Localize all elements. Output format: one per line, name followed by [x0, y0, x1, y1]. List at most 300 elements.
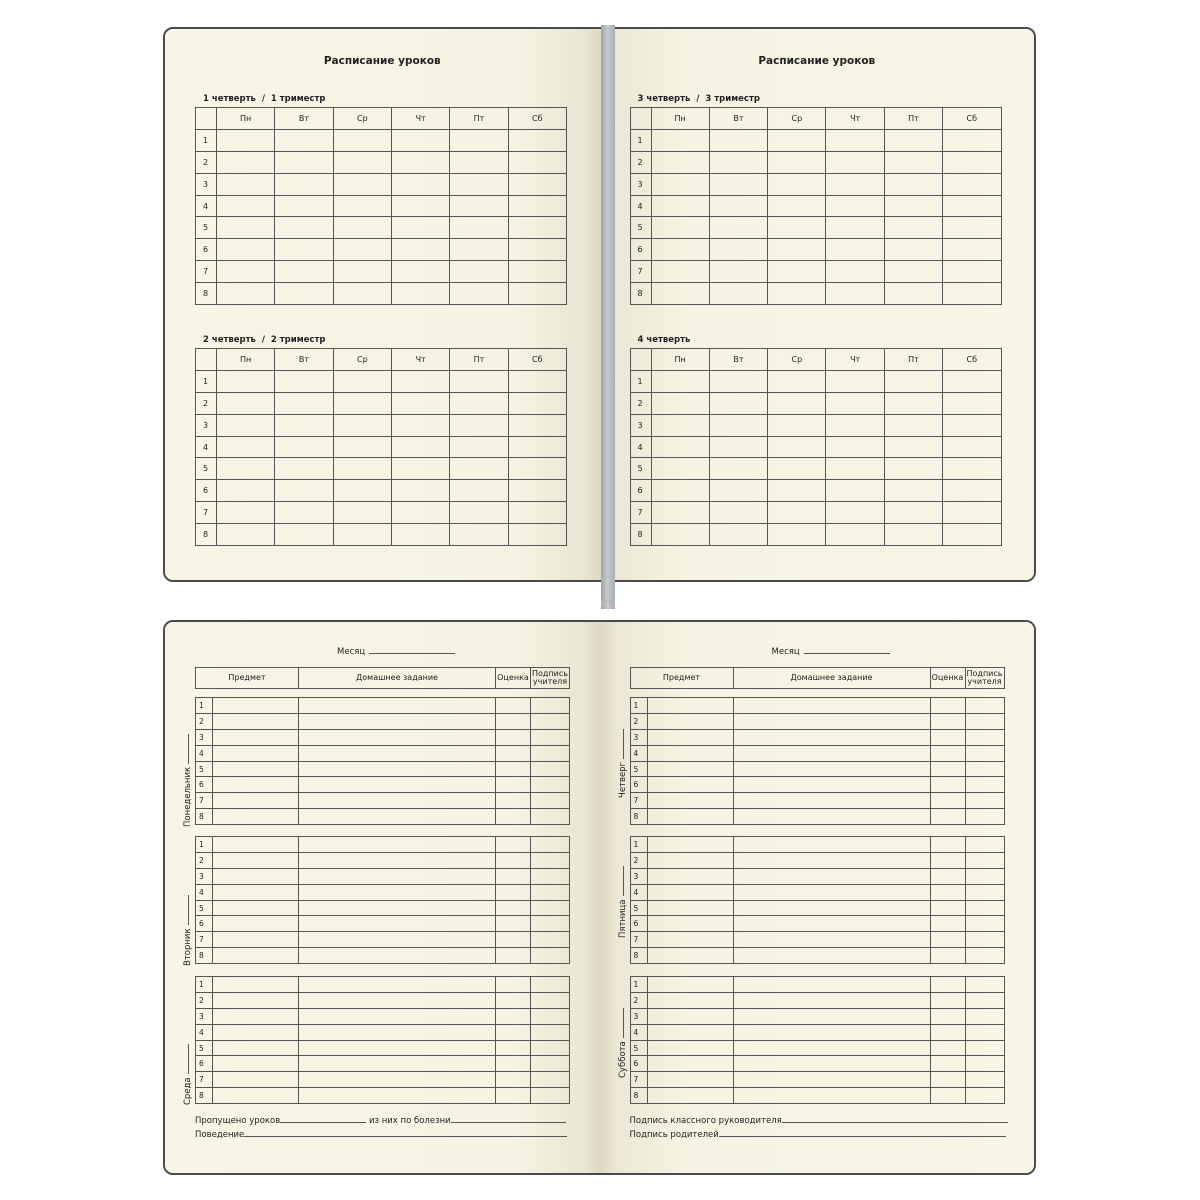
grade-cell[interactable]	[496, 992, 531, 1008]
schedule-cell[interactable]	[508, 283, 566, 305]
homework-cell[interactable]	[733, 1056, 930, 1072]
schedule-cell[interactable]	[768, 173, 826, 195]
grade-cell[interactable]	[496, 852, 531, 868]
schedule-cell[interactable]	[508, 524, 566, 546]
signature-cell[interactable]	[531, 809, 570, 825]
subject-cell[interactable]	[213, 761, 299, 777]
schedule-cell[interactable]	[651, 524, 709, 546]
schedule-cell[interactable]	[884, 502, 942, 524]
subject-cell[interactable]	[647, 977, 733, 993]
schedule-cell[interactable]	[275, 195, 333, 217]
schedule-cell[interactable]	[391, 524, 449, 546]
grade-cell[interactable]	[496, 809, 531, 825]
schedule-cell[interactable]	[943, 414, 1001, 436]
schedule-cell[interactable]	[217, 524, 275, 546]
signature-cell[interactable]	[531, 1088, 570, 1104]
homework-cell[interactable]	[733, 777, 930, 793]
schedule-cell[interactable]	[651, 261, 709, 283]
homework-cell[interactable]	[299, 900, 496, 916]
schedule-cell[interactable]	[709, 392, 767, 414]
homework-cell[interactable]	[733, 1088, 930, 1104]
grade-cell[interactable]	[930, 837, 965, 853]
schedule-cell[interactable]	[884, 524, 942, 546]
subject-cell[interactable]	[647, 1008, 733, 1024]
schedule-cell[interactable]	[275, 217, 333, 239]
date-blank[interactable]	[617, 866, 624, 896]
schedule-cell[interactable]	[450, 392, 508, 414]
schedule-cell[interactable]	[275, 261, 333, 283]
homework-cell[interactable]	[299, 809, 496, 825]
schedule-cell[interactable]	[217, 195, 275, 217]
grade-cell[interactable]	[930, 884, 965, 900]
schedule-cell[interactable]	[333, 392, 391, 414]
homework-cell[interactable]	[733, 900, 930, 916]
schedule-cell[interactable]	[508, 502, 566, 524]
schedule-cell[interactable]	[884, 392, 942, 414]
subject-cell[interactable]	[647, 1056, 733, 1072]
grade-cell[interactable]	[496, 1056, 531, 1072]
signature-cell[interactable]	[531, 1008, 570, 1024]
schedule-cell[interactable]	[333, 173, 391, 195]
signature-cell[interactable]	[531, 761, 570, 777]
subject-cell[interactable]	[213, 745, 299, 761]
signature-cell[interactable]	[965, 852, 1004, 868]
schedule-cell[interactable]	[943, 217, 1001, 239]
schedule-cell[interactable]	[391, 502, 449, 524]
signature-cell[interactable]	[531, 948, 570, 964]
signature-cell[interactable]	[965, 837, 1004, 853]
schedule-cell[interactable]	[217, 392, 275, 414]
homework-cell[interactable]	[299, 992, 496, 1008]
grade-cell[interactable]	[496, 777, 531, 793]
grade-cell[interactable]	[930, 1056, 965, 1072]
subject-cell[interactable]	[647, 777, 733, 793]
schedule-cell[interactable]	[826, 436, 884, 458]
homework-cell[interactable]	[733, 1040, 930, 1056]
subject-cell[interactable]	[213, 698, 299, 714]
schedule-cell[interactable]	[709, 370, 767, 392]
schedule-cell[interactable]	[884, 239, 942, 261]
subject-cell[interactable]	[647, 761, 733, 777]
schedule-cell[interactable]	[768, 239, 826, 261]
schedule-cell[interactable]	[651, 414, 709, 436]
schedule-cell[interactable]	[508, 436, 566, 458]
grade-cell[interactable]	[496, 837, 531, 853]
grade-cell[interactable]	[930, 809, 965, 825]
subject-cell[interactable]	[213, 948, 299, 964]
schedule-cell[interactable]	[768, 261, 826, 283]
schedule-cell[interactable]	[275, 502, 333, 524]
signature-cell[interactable]	[965, 1088, 1004, 1104]
subject-cell[interactable]	[213, 729, 299, 745]
schedule-cell[interactable]	[651, 217, 709, 239]
schedule-cell[interactable]	[709, 129, 767, 151]
schedule-cell[interactable]	[768, 436, 826, 458]
signature-cell[interactable]	[531, 916, 570, 932]
homework-cell[interactable]	[299, 729, 496, 745]
schedule-cell[interactable]	[391, 217, 449, 239]
subject-cell[interactable]	[213, 1008, 299, 1024]
grade-cell[interactable]	[930, 932, 965, 948]
grade-cell[interactable]	[496, 1072, 531, 1088]
signature-cell[interactable]	[965, 977, 1004, 993]
schedule-cell[interactable]	[508, 414, 566, 436]
signature-cell[interactable]	[531, 698, 570, 714]
signature-cell[interactable]	[965, 868, 1004, 884]
schedule-cell[interactable]	[450, 195, 508, 217]
homework-cell[interactable]	[299, 868, 496, 884]
subject-cell[interactable]	[647, 698, 733, 714]
schedule-cell[interactable]	[508, 129, 566, 151]
date-blank[interactable]	[617, 1008, 624, 1038]
homework-cell[interactable]	[299, 916, 496, 932]
homework-cell[interactable]	[299, 1040, 496, 1056]
schedule-cell[interactable]	[391, 129, 449, 151]
schedule-cell[interactable]	[508, 239, 566, 261]
homework-cell[interactable]	[299, 884, 496, 900]
grade-cell[interactable]	[930, 868, 965, 884]
signature-cell[interactable]	[965, 948, 1004, 964]
date-blank[interactable]	[182, 1044, 189, 1074]
subject-cell[interactable]	[647, 916, 733, 932]
subject-cell[interactable]	[647, 729, 733, 745]
schedule-cell[interactable]	[651, 151, 709, 173]
schedule-cell[interactable]	[508, 392, 566, 414]
schedule-cell[interactable]	[217, 151, 275, 173]
signature-cell[interactable]	[965, 1072, 1004, 1088]
subject-cell[interactable]	[647, 932, 733, 948]
signature-cell[interactable]	[965, 900, 1004, 916]
schedule-cell[interactable]	[651, 239, 709, 261]
schedule-cell[interactable]	[884, 283, 942, 305]
grade-cell[interactable]	[496, 761, 531, 777]
month-blank[interactable]	[804, 652, 890, 654]
signature-cell[interactable]	[531, 1072, 570, 1088]
subject-cell[interactable]	[647, 809, 733, 825]
schedule-cell[interactable]	[884, 261, 942, 283]
schedule-cell[interactable]	[709, 283, 767, 305]
schedule-cell[interactable]	[768, 414, 826, 436]
schedule-cell[interactable]	[217, 414, 275, 436]
schedule-cell[interactable]	[943, 283, 1001, 305]
schedule-cell[interactable]	[943, 370, 1001, 392]
grade-cell[interactable]	[496, 1040, 531, 1056]
schedule-cell[interactable]	[943, 129, 1001, 151]
schedule-cell[interactable]	[275, 414, 333, 436]
subject-cell[interactable]	[647, 1088, 733, 1104]
subject-cell[interactable]	[647, 713, 733, 729]
schedule-cell[interactable]	[826, 129, 884, 151]
schedule-cell[interactable]	[450, 261, 508, 283]
schedule-cell[interactable]	[709, 195, 767, 217]
grade-cell[interactable]	[496, 932, 531, 948]
schedule-cell[interactable]	[651, 370, 709, 392]
schedule-cell[interactable]	[651, 458, 709, 480]
schedule-cell[interactable]	[826, 480, 884, 502]
schedule-cell[interactable]	[651, 283, 709, 305]
schedule-cell[interactable]	[275, 283, 333, 305]
grade-cell[interactable]	[496, 713, 531, 729]
schedule-cell[interactable]	[391, 458, 449, 480]
parent-sign-blank[interactable]	[719, 1135, 1006, 1137]
schedule-cell[interactable]	[826, 151, 884, 173]
schedule-cell[interactable]	[333, 458, 391, 480]
schedule-cell[interactable]	[768, 480, 826, 502]
schedule-cell[interactable]	[333, 195, 391, 217]
schedule-cell[interactable]	[391, 480, 449, 502]
homework-cell[interactable]	[733, 932, 930, 948]
subject-cell[interactable]	[647, 852, 733, 868]
signature-cell[interactable]	[531, 1024, 570, 1040]
schedule-cell[interactable]	[275, 392, 333, 414]
homework-cell[interactable]	[733, 992, 930, 1008]
schedule-cell[interactable]	[450, 480, 508, 502]
grade-cell[interactable]	[930, 1072, 965, 1088]
schedule-cell[interactable]	[333, 502, 391, 524]
schedule-cell[interactable]	[450, 414, 508, 436]
subject-cell[interactable]	[647, 948, 733, 964]
schedule-cell[interactable]	[826, 283, 884, 305]
grade-cell[interactable]	[496, 916, 531, 932]
schedule-cell[interactable]	[217, 217, 275, 239]
signature-cell[interactable]	[965, 916, 1004, 932]
schedule-cell[interactable]	[768, 151, 826, 173]
signature-cell[interactable]	[531, 1056, 570, 1072]
schedule-cell[interactable]	[275, 151, 333, 173]
schedule-cell[interactable]	[391, 392, 449, 414]
signature-cell[interactable]	[531, 713, 570, 729]
schedule-cell[interactable]	[450, 370, 508, 392]
signature-cell[interactable]	[531, 1040, 570, 1056]
subject-cell[interactable]	[213, 884, 299, 900]
schedule-cell[interactable]	[391, 283, 449, 305]
grade-cell[interactable]	[930, 948, 965, 964]
signature-cell[interactable]	[965, 698, 1004, 714]
grade-cell[interactable]	[930, 900, 965, 916]
schedule-cell[interactable]	[217, 173, 275, 195]
grade-cell[interactable]	[930, 698, 965, 714]
schedule-cell[interactable]	[333, 414, 391, 436]
grade-cell[interactable]	[930, 777, 965, 793]
subject-cell[interactable]	[213, 777, 299, 793]
date-blank[interactable]	[617, 729, 624, 759]
schedule-cell[interactable]	[217, 239, 275, 261]
homework-cell[interactable]	[733, 1072, 930, 1088]
grade-cell[interactable]	[496, 1088, 531, 1104]
grade-cell[interactable]	[930, 713, 965, 729]
schedule-cell[interactable]	[826, 173, 884, 195]
schedule-cell[interactable]	[391, 436, 449, 458]
homework-cell[interactable]	[299, 698, 496, 714]
grade-cell[interactable]	[930, 852, 965, 868]
subject-cell[interactable]	[647, 884, 733, 900]
homework-cell[interactable]	[733, 948, 930, 964]
schedule-cell[interactable]	[884, 151, 942, 173]
signature-cell[interactable]	[965, 884, 1004, 900]
schedule-cell[interactable]	[450, 173, 508, 195]
subject-cell[interactable]	[213, 713, 299, 729]
schedule-cell[interactable]	[391, 151, 449, 173]
schedule-cell[interactable]	[768, 458, 826, 480]
grade-cell[interactable]	[930, 1024, 965, 1040]
schedule-cell[interactable]	[826, 195, 884, 217]
subject-cell[interactable]	[213, 977, 299, 993]
subject-cell[interactable]	[213, 1024, 299, 1040]
subject-cell[interactable]	[647, 992, 733, 1008]
schedule-cell[interactable]	[333, 524, 391, 546]
schedule-cell[interactable]	[391, 173, 449, 195]
subject-cell[interactable]	[213, 1088, 299, 1104]
signature-cell[interactable]	[965, 1008, 1004, 1024]
schedule-cell[interactable]	[333, 370, 391, 392]
homework-cell[interactable]	[733, 852, 930, 868]
homework-cell[interactable]	[733, 1024, 930, 1040]
schedule-cell[interactable]	[943, 239, 1001, 261]
schedule-cell[interactable]	[275, 370, 333, 392]
grade-cell[interactable]	[496, 1008, 531, 1024]
schedule-cell[interactable]	[826, 261, 884, 283]
schedule-cell[interactable]	[651, 502, 709, 524]
schedule-cell[interactable]	[884, 195, 942, 217]
schedule-cell[interactable]	[943, 480, 1001, 502]
homework-cell[interactable]	[299, 793, 496, 809]
homework-cell[interactable]	[299, 948, 496, 964]
schedule-cell[interactable]	[651, 129, 709, 151]
schedule-cell[interactable]	[768, 392, 826, 414]
signature-cell[interactable]	[531, 793, 570, 809]
signature-cell[interactable]	[531, 852, 570, 868]
schedule-cell[interactable]	[275, 480, 333, 502]
schedule-cell[interactable]	[768, 370, 826, 392]
homework-cell[interactable]	[733, 713, 930, 729]
grade-cell[interactable]	[496, 868, 531, 884]
subject-cell[interactable]	[213, 992, 299, 1008]
subject-cell[interactable]	[647, 793, 733, 809]
month-blank[interactable]	[369, 652, 455, 654]
grade-cell[interactable]	[496, 1024, 531, 1040]
schedule-cell[interactable]	[709, 239, 767, 261]
schedule-cell[interactable]	[884, 173, 942, 195]
schedule-cell[interactable]	[651, 480, 709, 502]
subject-cell[interactable]	[213, 932, 299, 948]
schedule-cell[interactable]	[217, 502, 275, 524]
grade-cell[interactable]	[496, 977, 531, 993]
schedule-cell[interactable]	[884, 458, 942, 480]
schedule-cell[interactable]	[709, 480, 767, 502]
date-blank[interactable]	[182, 895, 189, 925]
subject-cell[interactable]	[647, 900, 733, 916]
homework-cell[interactable]	[299, 777, 496, 793]
signature-cell[interactable]	[965, 745, 1004, 761]
schedule-cell[interactable]	[709, 261, 767, 283]
grade-cell[interactable]	[930, 745, 965, 761]
schedule-cell[interactable]	[450, 151, 508, 173]
schedule-cell[interactable]	[333, 217, 391, 239]
schedule-cell[interactable]	[651, 173, 709, 195]
schedule-cell[interactable]	[884, 129, 942, 151]
grade-cell[interactable]	[496, 698, 531, 714]
subject-cell[interactable]	[213, 809, 299, 825]
subject-cell[interactable]	[647, 1072, 733, 1088]
schedule-cell[interactable]	[450, 283, 508, 305]
schedule-cell[interactable]	[450, 129, 508, 151]
schedule-cell[interactable]	[508, 480, 566, 502]
signature-cell[interactable]	[965, 729, 1004, 745]
homework-cell[interactable]	[733, 809, 930, 825]
schedule-cell[interactable]	[651, 436, 709, 458]
grade-cell[interactable]	[496, 900, 531, 916]
schedule-cell[interactable]	[826, 458, 884, 480]
grade-cell[interactable]	[930, 729, 965, 745]
schedule-cell[interactable]	[826, 524, 884, 546]
schedule-cell[interactable]	[768, 129, 826, 151]
signature-cell[interactable]	[531, 868, 570, 884]
schedule-cell[interactable]	[768, 217, 826, 239]
signature-cell[interactable]	[531, 729, 570, 745]
schedule-cell[interactable]	[884, 414, 942, 436]
schedule-cell[interactable]	[391, 261, 449, 283]
subject-cell[interactable]	[213, 793, 299, 809]
signature-cell[interactable]	[965, 1024, 1004, 1040]
subject-cell[interactable]	[647, 745, 733, 761]
signature-cell[interactable]	[965, 992, 1004, 1008]
schedule-cell[interactable]	[508, 151, 566, 173]
schedule-cell[interactable]	[275, 239, 333, 261]
signature-cell[interactable]	[531, 992, 570, 1008]
schedule-cell[interactable]	[275, 458, 333, 480]
homework-cell[interactable]	[733, 868, 930, 884]
schedule-cell[interactable]	[391, 195, 449, 217]
teacher-sign-blank[interactable]	[782, 1121, 1008, 1123]
schedule-cell[interactable]	[943, 195, 1001, 217]
schedule-cell[interactable]	[709, 458, 767, 480]
subject-cell[interactable]	[213, 1056, 299, 1072]
schedule-cell[interactable]	[217, 480, 275, 502]
signature-cell[interactable]	[965, 777, 1004, 793]
schedule-cell[interactable]	[651, 392, 709, 414]
schedule-cell[interactable]	[943, 502, 1001, 524]
homework-cell[interactable]	[733, 916, 930, 932]
schedule-cell[interactable]	[943, 436, 1001, 458]
homework-cell[interactable]	[299, 745, 496, 761]
schedule-cell[interactable]	[450, 502, 508, 524]
signature-cell[interactable]	[531, 777, 570, 793]
homework-cell[interactable]	[733, 745, 930, 761]
schedule-cell[interactable]	[217, 261, 275, 283]
schedule-cell[interactable]	[943, 261, 1001, 283]
schedule-cell[interactable]	[826, 392, 884, 414]
schedule-cell[interactable]	[884, 217, 942, 239]
subject-cell[interactable]	[213, 900, 299, 916]
schedule-cell[interactable]	[709, 524, 767, 546]
schedule-cell[interactable]	[884, 480, 942, 502]
grade-cell[interactable]	[930, 1008, 965, 1024]
grade-cell[interactable]	[930, 992, 965, 1008]
schedule-cell[interactable]	[884, 436, 942, 458]
missed-blank[interactable]	[280, 1121, 366, 1123]
homework-cell[interactable]	[299, 1056, 496, 1072]
schedule-cell[interactable]	[333, 239, 391, 261]
signature-cell[interactable]	[965, 761, 1004, 777]
signature-cell[interactable]	[531, 977, 570, 993]
subject-cell[interactable]	[213, 868, 299, 884]
schedule-cell[interactable]	[943, 173, 1001, 195]
schedule-cell[interactable]	[768, 502, 826, 524]
signature-cell[interactable]	[965, 1056, 1004, 1072]
schedule-cell[interactable]	[391, 414, 449, 436]
grade-cell[interactable]	[930, 1088, 965, 1104]
signature-cell[interactable]	[965, 713, 1004, 729]
